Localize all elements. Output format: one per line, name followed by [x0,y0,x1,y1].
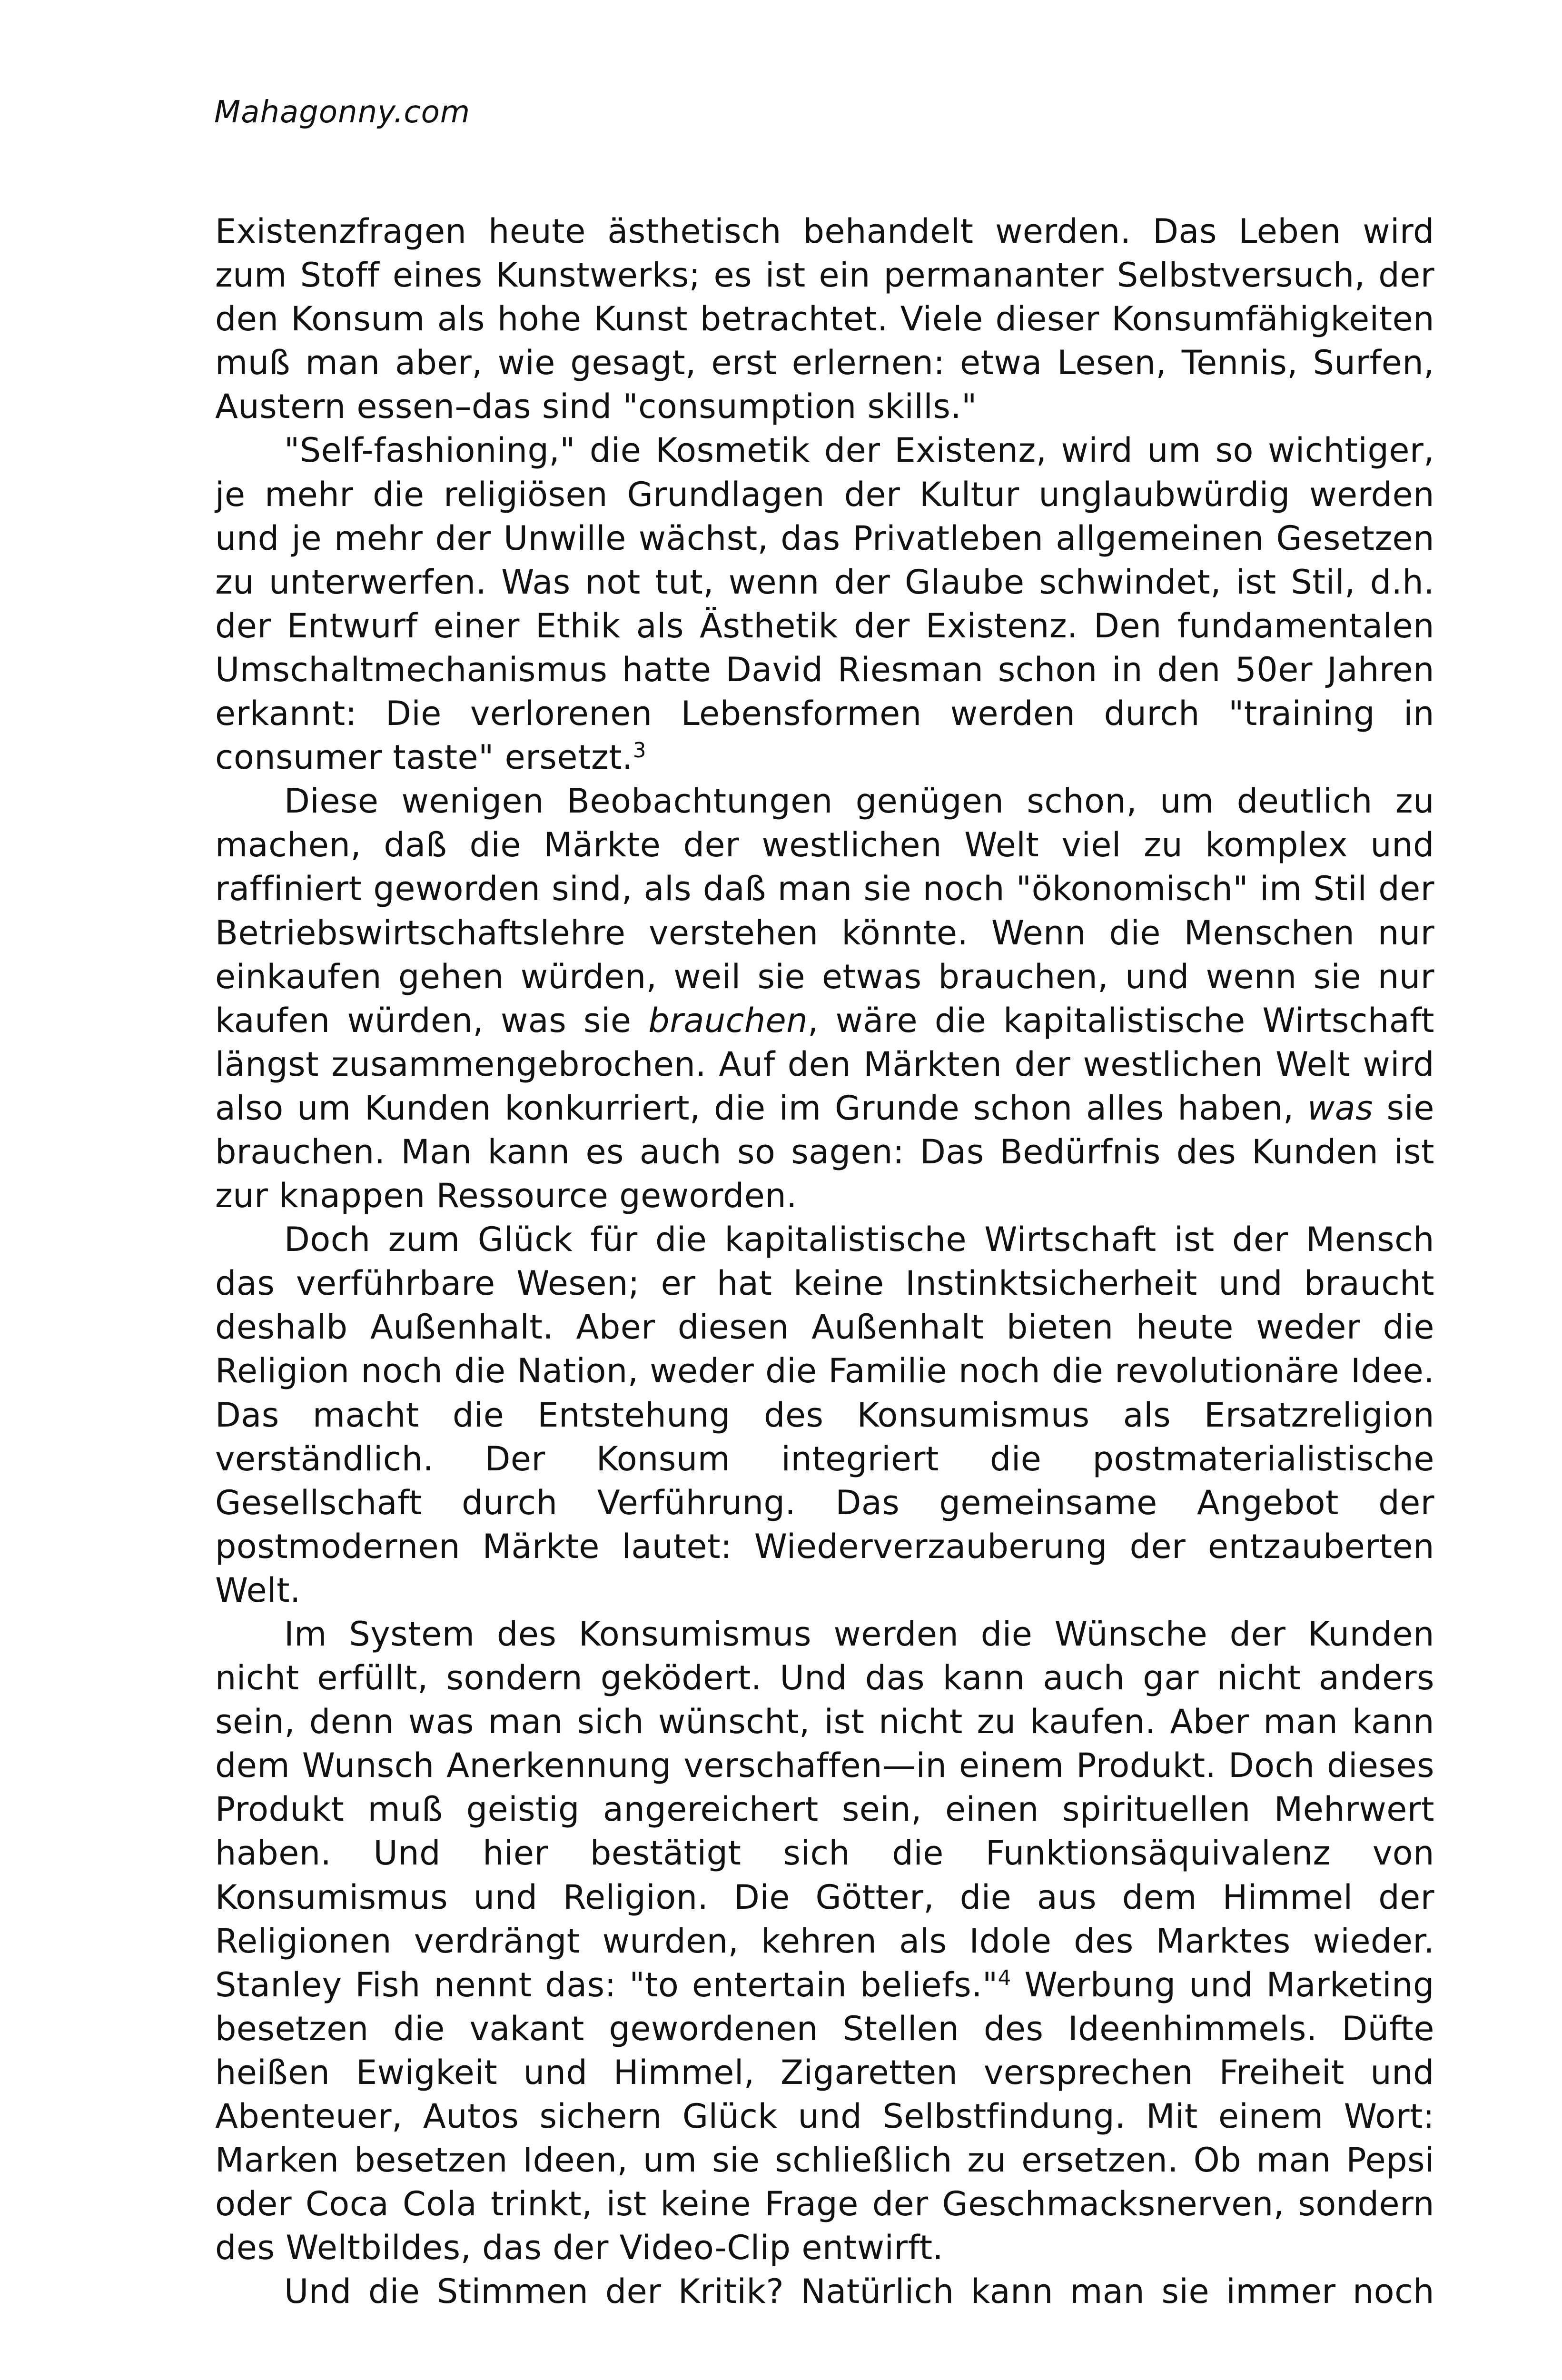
paragraph-text: Diese wenigen Beobachtungen genügen schon, um deutlich zu machen, daß die Märkte der westlichen Welt viel zu komplex und raffiniert geworden sind, als daß man sie noch "ökonomisch" im Stil der Betriebswirtschaftslehre verstehen könnte. Wenn die Menschen nur einkaufen gehen würden, weil sie etwas brauchen, und wenn sie nur kaufen würden, was sie [215,782,1434,1040]
paragraph-text: , wäre die kapitalistische Wirtschaft längst zusammengebrochen. Auf den Märkten der westlichen Welt wird also um Kunden konkurriert, die im Grunde schon alles haben, [215,1001,1434,1128]
paragraph-critique [215,2270,1434,2313]
footnote-marker-3: 3 [633,739,646,763]
paragraph-text: Im System des Konsumismus werden die Wünsche der Kunden nicht erfüllt, sondern geködert. Und das kann auch gar nicht anders sein, denn was man sich wünscht, ist nicht zu kaufen. Aber man kann dem Wunsch Anerkennung verschaffen—in einem Produkt. Doch dieses Produkt muß geistig angereichert sein, einen spirituellen Mehrwert haben. Und hier bestätigt sich die Funktionsäquivalenz von Konsumismus und Religion. Die Götter, die aus dem Himmel der Religionen verdrängt wurden, kehren als Idole des Marktes wieder. Stanley Fish nennt das: "to entertain beliefs." [215,1615,1434,2004]
paragraph-seducible-being [215,1218,1434,1612]
paragraph-observations [215,779,1434,1218]
emphasis-brauchen: brauchen [648,1001,808,1040]
body-text [215,209,1434,2314]
paragraph-text: sie brauchen. Man kann es auch so sagen: Das Bedürfnis des Kunden ist zur knappen Ressource geworden. [215,1088,1434,1216]
footnote-marker-4: 4 [998,1966,1011,1990]
paragraph-text: Werbung und Marketing besetzen die vakant gewordenen Stellen des Ideenhimmels. Düfte heißen Ewigkeit und Himmel, Zigaretten versprechen Freiheit und Abenteuer, Autos sichern Glück und Selbstfindung. Mit einem Wort: Marken besetzen Ideen, um sie schließlich zu ersetzen. Ob man Pepsi oder Coca Cola trinkt, ist keine Frage der Geschmacksnerven, sondern des Weltbildes, das der Video-Clip entwirft. [215,1965,1434,2268]
running-head: Mahagonny.com [214,95,471,130]
paragraph-consumerism-system [215,1612,1434,2270]
paragraph-self-fashioning [215,428,1434,779]
paragraph-text: Und die Stimmen der Kritik? Natürlich kann man sie immer noch [284,2272,1434,2311]
paragraph-continued [215,209,1434,428]
emphasis-was: was [1307,1088,1374,1128]
paragraph-text: Doch zum Glück für die kapitalistische Wirtschaft ist der Mensch das verführbare Wesen; er hat keine Instinktsicherheit und braucht deshalb Außenhalt. Aber diesen Außenhalt bieten heute weder die Religion noch die Nation, weder die Familie noch die revolutionäre Idee. Das macht die Entstehung des Konsumismus als Ersatzreligion verständlich. Der Konsum integriert die postmaterialistische Gesellschaft durch Verführung. Das gemeinsame Angebot der postmodernen Märkte lautet: Wiederverzauberung der entzauberten Welt. [215,1220,1434,1610]
paragraph-text: "Self-fashioning," die Kosmetik der Existenz, wird um so wichtiger, je mehr die religiösen Grundlagen der Kultur unglaubwürdig werden und je mehr der Unwille wächst, das Privatleben allgemeinen Gesetzen zu unterwerfen. Was not tut, wenn der Glaube schwindet, ist Stil, d.h. der Entwurf einer Ethik als Ästhetik der Existenz. Den fundamentalen Umschaltmechanismus hatte David Riesman schon in den 50er Jahren erkannt: Die verlorenen Lebensformen werden durch "training in consumer taste" ersetzt. [215,431,1434,777]
paragraph-text: Existenzfragen heute ästhetisch behandelt werden. Das Leben wird zum Stoff eines Kunstwerks; es ist ein permananter Selbstversuch, der den Konsum als hohe Kunst betrachtet. Viele dieser Konsumfähigkeiten muß man aber, wie gesagt, erst erlernen: etwa Lesen, Tennis, Surfen, Austern essen–das sind "consumption skills." [215,212,1434,426]
